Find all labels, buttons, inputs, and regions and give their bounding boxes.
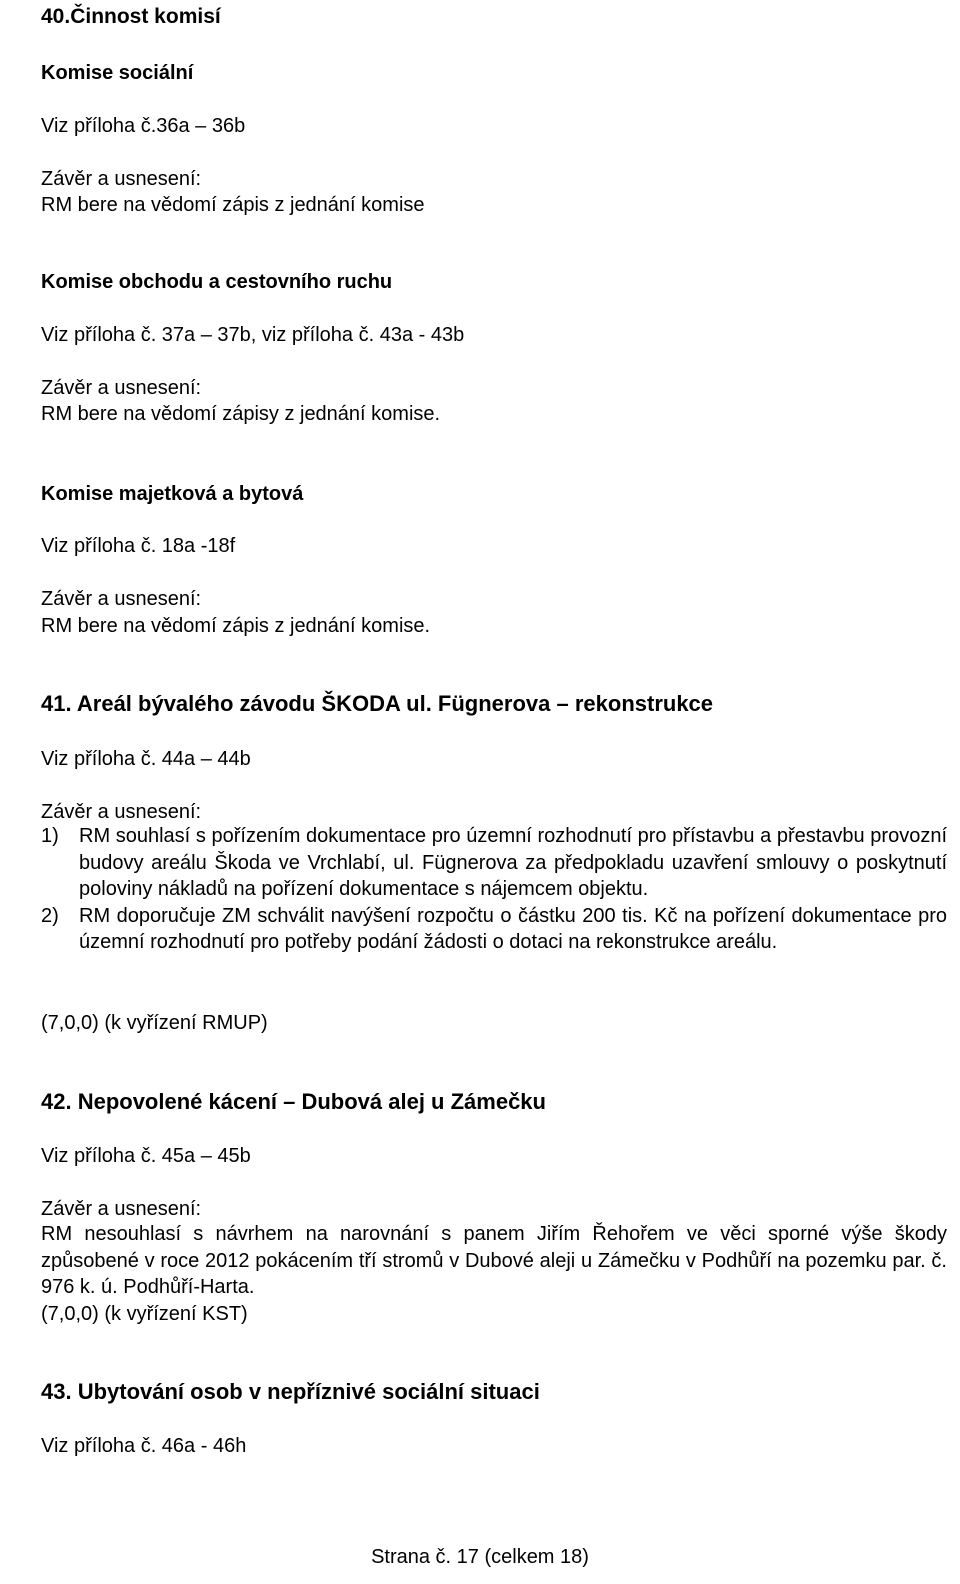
- commission-trade-resolution: RM bere na vědomí zápisy z jednání komise.: [41, 403, 441, 425]
- commission-property-ref: Viz příloha č. 18a -18f: [41, 535, 236, 557]
- section-41-label: Závěr a usnesení:: [41, 801, 202, 823]
- page-footer: Strana č. 17 (celkem 18): [371, 1546, 589, 1568]
- resolution-item-text: RM doporučuje ZM schválit navýšení rozpočtu o částku 200 tis. Kč na pořízení dokumentace pro územní rozhodnutí pro potřeby podání žádosti o dotaci na rekonstrukce areálu.: [79, 904, 947, 953]
- section-41-ref: Viz příloha č. 44a – 44b: [41, 748, 251, 770]
- section-42-resolution: RM nesouhlasí s návrhem na narovnání s panem Jiřím Řehořem ve věci sporné výše škody způsobené v roce 2012 pokácením tří stromů v Dubové aleji u Zámečku v Podhůří na pozemku par. č. 976 k. ú. Podhůří-Harta.: [41, 1223, 947, 1298]
- section-42-ref: Viz příloha č. 45a – 45b: [41, 1145, 251, 1167]
- commission-trade-title: Komise obchodu a cestovního ruchu: [41, 271, 393, 293]
- resolution-item: [41, 823, 947, 903]
- commission-social-label: Závěr a usnesení:: [41, 168, 202, 190]
- commission-property-label: Závěr a usnesení:: [41, 588, 202, 610]
- section-41-vote: (7,0,0) (k vyřízení RMUP): [41, 1012, 268, 1034]
- resolution-item-text: RM souhlasí s pořízením dokumentace pro územní rozhodnutí pro přístavbu a přestavbu provozní budovy areálu Škoda ve Vrchlabí, ul. Fügnerova za předpokladu uzavření smlouvy o poskytnutí poloviny nákladů na pořízení dokumentace s nájemcem objektu.: [79, 825, 947, 900]
- commission-property-resolution: RM bere na vědomí zápis z jednání komise.: [41, 615, 431, 637]
- section-43-heading: 43. Ubytování osob v nepříznivé sociální situaci: [41, 1379, 540, 1404]
- section-42-vote: (7,0,0) (k vyřízení KST): [41, 1303, 248, 1325]
- section-40-heading: 40.Činnost komisí: [41, 5, 221, 28]
- section-41-heading: 41. Areál bývalého závodu ŠKODA ul. Fügnerova – rekonstrukce: [41, 691, 714, 716]
- resolution-item: [41, 903, 947, 956]
- section-42-heading: 42. Nepovolené kácení – Dubová alej u Zámečku: [41, 1089, 546, 1114]
- commission-trade-ref: Viz příloha č. 37a – 37b, viz příloha č. 43a - 43b: [41, 324, 465, 346]
- section-41-resolution-list: [41, 823, 947, 956]
- commission-trade-label: Závěr a usnesení:: [41, 377, 202, 399]
- commission-property-title: Komise majetková a bytová: [41, 483, 304, 505]
- commission-social-resolution: RM bere na vědomí zápis z jednání komise: [41, 194, 425, 216]
- resolution-item-number: 1): [41, 825, 59, 847]
- section-43-ref: Viz příloha č. 46a - 46h: [41, 1435, 247, 1457]
- commission-social-title: Komise sociální: [41, 62, 194, 84]
- commission-social-ref: Viz příloha č.36a – 36b: [41, 115, 246, 137]
- section-42-label: Závěr a usnesení:: [41, 1198, 202, 1220]
- resolution-item-number: 2): [41, 904, 59, 927]
